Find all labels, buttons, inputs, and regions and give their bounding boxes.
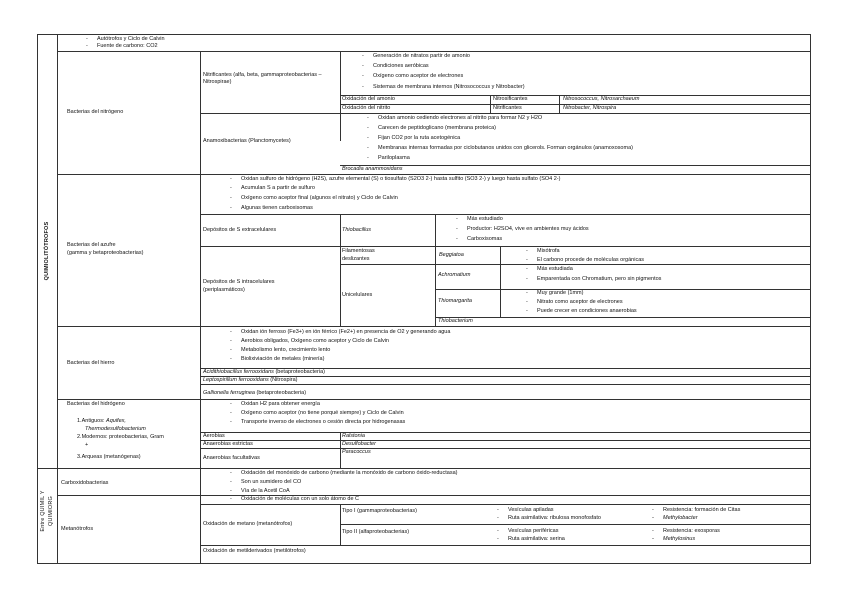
metano-top: - Oxidación de moléculas con un solo átomo de C: [241, 496, 359, 503]
nitrosificantes: Nitrosificantes: [493, 96, 528, 102]
iron-bullet: - Oxidan ión ferroso (Fe3+) en ión férrico (Fe2+) en presencia de O2 y generando agua: [241, 329, 450, 336]
int-deposits-sublabel: (periplasmáticos): [203, 287, 245, 293]
anam-bullet: - Membranas internas formadas por ciclobutanos unidos con glicerols. Forman orgánulos (anamoxosoma): [378, 145, 633, 152]
nitrif-bullet: - Oxígeno como aceptor de electrones: [373, 73, 463, 80]
thiom-bullet: - Nitrato como aceptor de electrones: [537, 299, 623, 306]
nitrif-bullet: - Condiciones aeróbicas: [373, 63, 429, 70]
carboxi-bullet: - Son un sumidero del CO: [241, 479, 301, 486]
tipo-anaerobias-facultativas: Anaerobias facultativas: [203, 455, 260, 461]
t1-mid: - Ruta asimilativa: ribulosa monofosfato: [508, 515, 601, 522]
t2-right: - Methylosinus: [663, 536, 695, 543]
nitrif-bullet: - Generación de nitratos partir de amonio: [373, 53, 470, 60]
thiomargarita: Thiomargarita: [438, 298, 472, 304]
thiobacillus: Thiobacillus: [342, 227, 372, 233]
tipo-anaerobias-estrictas: Anaerobias estrictas: [203, 441, 253, 447]
int-deposits-label: Depósitos de S intracelulares: [203, 279, 275, 285]
iron-species: Acidithiobacillus ferrooxidans (betaproteobacteria): [203, 369, 325, 375]
filamentosas: Filamentosas: [342, 248, 375, 254]
nitrif-bullet: - Sistemas de membrana internos (Nitrosococcus y Nitrobacter): [373, 84, 525, 91]
bullet-fuente-carbono: - Fuente de carbono: CO2: [97, 43, 158, 50]
iron-species: Leptospirillum ferrooxidans (Nitrospira): [203, 377, 298, 383]
classification-table: [37, 34, 811, 564]
achro-bullet: - Emparentada con Chromatium, pero sin pigmentos: [537, 276, 661, 283]
genus-desulfobacter: Desulfobacter: [342, 441, 376, 447]
hydrogen-modernos: 2.Modernos: proteobacterias, Gram: [77, 434, 164, 440]
t2-mid: - Ruta asimilativa: serina: [508, 536, 565, 543]
genus-paracoccus: Paracoccus: [342, 449, 371, 455]
iron-species: Gallionella ferruginea (betaproteobacteria): [203, 390, 307, 396]
anamox-label: Anamoxibacterias (Planctomycetes): [203, 138, 291, 144]
ox-amonio: Oxidación del amonio: [342, 96, 395, 102]
thiom-bullet: - Puede crecer en condiciones anaerobias: [537, 308, 637, 315]
anam-bullet: - Fijan CO2 por la ruta acetogénica: [378, 135, 460, 142]
metilotrofos: Oxidación de metilderivados (metilótrofos): [203, 548, 306, 554]
deslizantes: deslizantes: [342, 256, 370, 262]
hydrogen-bullet: - Transporte inverso de electrones o cesión directa por hidrogenasas: [241, 419, 405, 426]
hydrogen-bullet: - Oxidan H2 para obtener energía: [241, 401, 320, 408]
sulfur-bullet: - Oxidan sulfuro de hidrógeno (H2S), azufre elemental (S) o tiosulfato (S2O3 2-) hasta sulfito (SO3 2-) y luego hasta sulfato (SO4 2-): [241, 176, 560, 183]
achromatium: Achromatium: [438, 272, 471, 278]
anam-bullet: - Oxidan amonio cediendo electrones al nitrito para formar N2 y H2O: [378, 115, 542, 122]
thiobacterium: Thiobacterium: [438, 318, 473, 324]
sulfur-bullet: - Oxígeno como aceptor final (algunos el nitrato) y Ciclo de Calvin: [241, 195, 398, 202]
brocadia: Brocadia anammoxidans: [342, 166, 403, 172]
sulfur-sublabel: (gamma y betaproteobacterias): [67, 250, 144, 256]
hydrogen-thermo: Thermodesulfobacterium: [85, 426, 146, 432]
anam-bullet: - Carecen de peptidoglicano (membrana proteica): [378, 125, 496, 132]
t1-right: - Resistencia: formación de Citas: [663, 507, 740, 514]
carboxi-label: Carboxidobacterias: [61, 480, 109, 486]
hydrogen-arqueas: 3.Arqueas (metanógenas): [77, 454, 141, 460]
hydrogen-antiguos: 1.Antiguos: Aquifex,: [77, 418, 126, 424]
thiob-bullet: - Productor: H2SO4, vive en ambientes muy ácidos: [467, 226, 589, 233]
begg-bullet: - Mixótrofa: [537, 248, 560, 255]
ox-nitrito: Oxidación del nitrito: [342, 105, 391, 111]
iron-label: Bacterias del hierro: [67, 360, 115, 366]
ox-metano-label: Oxidación de metano (metanótrofos): [203, 521, 293, 527]
sulfur-bullet: - Algunas tienen carboxisomas: [241, 205, 313, 212]
thiom-bullet: - Muy grande (1mm): [537, 290, 583, 297]
begg-bullet: - El carbono procede de moléculas orgánicas: [537, 257, 644, 264]
sulfur-label: Bacterias del azufre: [67, 242, 116, 248]
species-nitrito: Nitrobacter, Nitrospira: [563, 105, 617, 111]
genus-ralstonia: Ralstonia: [342, 433, 365, 439]
iron-bullet: - Aerobios obligados, Oxígeno como aceptor y Ciclo de Calvin: [241, 338, 389, 345]
metano-label: Metanótrofos: [61, 526, 94, 532]
nitrogen-label: Bacterias del nitrógeno: [67, 109, 124, 115]
tipo-i: Tipo I (gammaproteobacterias): [342, 508, 417, 514]
sulfur-bullet: - Acumulan S a partir de sulfuro: [241, 185, 315, 192]
anam-bullet: - Pariloplasma: [378, 155, 410, 162]
nitrificantes: Nitrificantes: [493, 105, 522, 111]
carboxi-bullet: - Vía de la Acetil CoA: [241, 488, 290, 495]
t1-mid: - Vesículas apiladas: [508, 507, 554, 514]
t1-right: - Methylobacter: [663, 515, 698, 522]
ext-deposits-label: Depósitos de S extracelulares: [203, 227, 277, 233]
iron-bullet: - Biolixiviación de metales (minería): [241, 356, 324, 363]
tipo-ii: Tipo II (alfaproteobacterias): [342, 529, 410, 535]
hydrogen-bullet: - Oxígeno como aceptor (no tiene porqué siempre) y Ciclo de Calvin: [241, 410, 404, 417]
thiob-bullet: - Más estudiado: [467, 216, 503, 223]
t2-right: - Resistencia: exosporas: [663, 528, 720, 535]
thiob-bullet: - Carboxisomas: [467, 236, 502, 243]
carboxi-bullet: - Oxidación del monóxido de carbono (mediante la monóxido de carbono óxido-reductasa): [241, 470, 457, 477]
unicelulares: Unicelulares: [342, 292, 373, 298]
entre-label-2: QUIMIORG: [48, 495, 54, 527]
hydrogen-label: Bacterias del hidrógeno: [67, 401, 125, 407]
entre-label-1: Entre QUIMIL Y: [40, 490, 46, 532]
achro-bullet: - Más estudiada: [537, 266, 573, 273]
quimiolitotrofos-label: QUIMIOLITÓTROFOS: [44, 221, 50, 281]
species-amonio: Nitrosococcus, Nitrosarchaeum: [563, 96, 640, 102]
t2-mid: - Vesículas periféricas: [508, 528, 558, 535]
nitrificantes-label: Nitrificantes (alfa, beta, gammaproteobacterias – Nitrospirae): [203, 72, 322, 85]
iron-bullet: - Metabolismo lento, crecimiento lento: [241, 347, 330, 354]
beggiatoa: Beggiatoa: [439, 252, 464, 258]
hydrogen-plus: +: [85, 442, 89, 448]
tipo-aerobias: Aerobias: [203, 433, 225, 439]
bullet-autotrofos: - Autótrofos y Ciclo de Calvin: [97, 36, 165, 43]
